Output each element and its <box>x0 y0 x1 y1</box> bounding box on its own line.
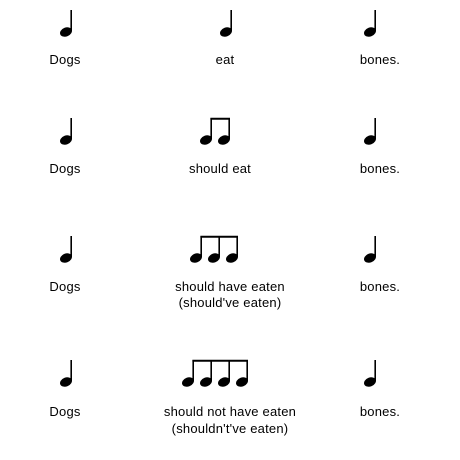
quarter-note-icon <box>58 116 78 148</box>
quarter-note-icon <box>58 358 78 390</box>
quarter-note-icon <box>362 234 382 266</box>
note-group-right <box>362 8 382 40</box>
quarter-note-icon <box>362 8 382 40</box>
word-subject: Dogs <box>49 52 81 67</box>
note-group-center <box>218 8 238 40</box>
quarter-note-icon <box>362 358 382 390</box>
word-verb: should eat <box>189 161 251 176</box>
word-subject: Dogs <box>49 404 81 419</box>
word-verb-contraction: (shouldn't've eaten) <box>171 421 289 436</box>
beamed-eighth-notes-icon <box>180 358 280 390</box>
note-group-center <box>180 358 280 390</box>
note-group-right <box>362 234 382 266</box>
word-object: bones. <box>359 52 401 67</box>
word-object: bones. <box>359 404 401 419</box>
note-group-right <box>362 116 382 148</box>
note-group-left <box>58 234 78 266</box>
note-group-left <box>58 358 78 390</box>
word-subject: Dogs <box>49 161 81 176</box>
quarter-note-icon <box>58 8 78 40</box>
beamed-eighth-notes-icon <box>198 116 258 148</box>
beamed-eighth-notes-icon <box>188 234 268 266</box>
word-verb: eat <box>215 52 235 67</box>
word-verb-contraction: (should've eaten) <box>178 295 282 310</box>
word-object: bones. <box>359 161 401 176</box>
note-group-left <box>58 116 78 148</box>
note-group-right <box>362 358 382 390</box>
quarter-note-icon <box>218 8 238 40</box>
word-verb: should not have eaten <box>163 404 297 419</box>
word-object: bones. <box>359 279 401 294</box>
word-subject: Dogs <box>49 279 81 294</box>
quarter-note-icon <box>362 116 382 148</box>
quarter-note-icon <box>58 234 78 266</box>
note-group-center <box>188 234 268 266</box>
word-verb: should have eaten <box>175 279 285 294</box>
note-group-center <box>198 116 258 148</box>
note-group-left <box>58 8 78 40</box>
